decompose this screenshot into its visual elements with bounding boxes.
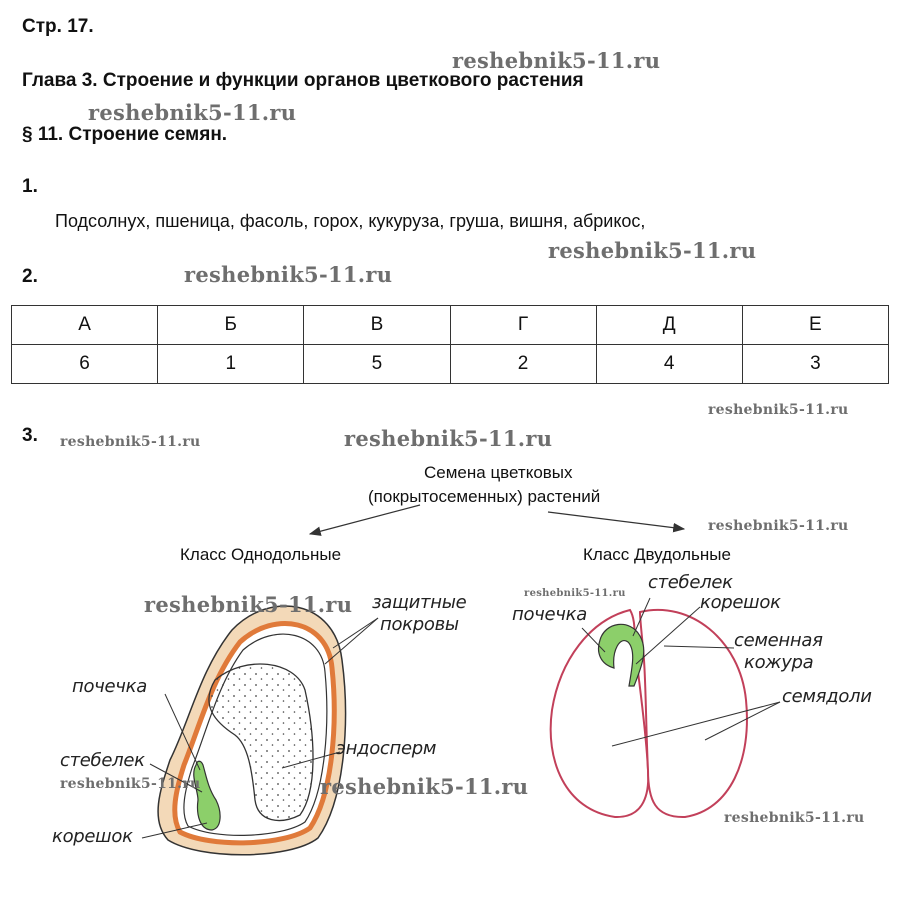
label-dicot-root: корешок <box>700 592 781 613</box>
watermark: reshebnik5-11.ru <box>524 588 626 599</box>
table-cell: 1 <box>158 345 304 384</box>
table-cell: 3 <box>742 345 888 384</box>
task2-number: 2. <box>22 266 38 287</box>
label-endosperm: эндосперм <box>336 738 437 759</box>
task1-answer: Подсолнух, пшеница, фасоль, горох, кукуруза, груша, вишня, абрикос, <box>55 211 646 231</box>
chapter-title: Глава 3. Строение и функции органов цветкового растения <box>22 70 584 91</box>
task3-number: 3. <box>22 425 38 446</box>
table-header-cell: Д <box>596 306 742 345</box>
table-cell: 2 <box>450 345 596 384</box>
watermark: reshebnik5-11.ru <box>60 434 201 450</box>
watermark: reshebnik5-11.ru <box>60 776 201 792</box>
label-cotyledons: семядоли <box>782 686 872 707</box>
scheme-title-line2: (покрытосеменных) растений <box>368 487 601 506</box>
watermark: reshebnik5-11.ru <box>88 100 297 125</box>
class-monocots: Класс Однодольные <box>180 545 342 564</box>
table-cell: 4 <box>596 345 742 384</box>
table-header-cell: Г <box>450 306 596 345</box>
table-cell: 6 <box>12 345 158 384</box>
class-dicots: Класс Двудольные <box>583 545 731 564</box>
label-seed-coat-2: кожура <box>744 652 814 673</box>
table-header-cell: Е <box>742 306 888 345</box>
monocot-seed <box>142 606 378 855</box>
label-root: корешок <box>52 826 133 847</box>
watermark: reshebnik5-11.ru <box>184 262 393 287</box>
watermark: reshebnik5-11.ru <box>708 402 849 418</box>
label-bud: почечка <box>72 676 147 697</box>
cotyledon-right <box>640 610 747 817</box>
label-dicot-bud: почечка <box>512 604 587 625</box>
watermark: reshebnik5-11.ru <box>708 518 849 534</box>
watermark: reshebnik5-11.ru <box>548 238 757 263</box>
leader-covers-2 <box>333 618 378 648</box>
watermark: reshebnik5-11.ru <box>144 592 353 617</box>
arrow-to-monocots <box>310 505 420 534</box>
section-title: § 11. Строение семян. <box>22 124 228 145</box>
table-header-cell: Б <box>158 306 304 345</box>
watermark: reshebnik5-11.ru <box>452 48 661 73</box>
watermark: reshebnik5-11.ru <box>724 810 865 826</box>
table-header-cell: В <box>304 306 450 345</box>
label-protective: защитные <box>372 592 467 613</box>
label-covers: покровы <box>380 614 459 635</box>
page-number: Стр. 17. <box>22 16 94 37</box>
label-stem: стебелек <box>60 750 145 771</box>
scheme-title-line1: Семена цветковых <box>424 463 573 482</box>
table-cell: 5 <box>304 345 450 384</box>
label-dicot-stem: стебелек <box>648 572 733 593</box>
watermark: reshebnik5-11.ru <box>344 426 553 451</box>
label-seed-coat-1: семенная <box>734 630 823 651</box>
task1-number: 1. <box>22 176 38 197</box>
arrow-to-dicots <box>548 512 684 529</box>
table-header-cell: А <box>12 306 158 345</box>
watermark: reshebnik5-11.ru <box>320 774 529 799</box>
